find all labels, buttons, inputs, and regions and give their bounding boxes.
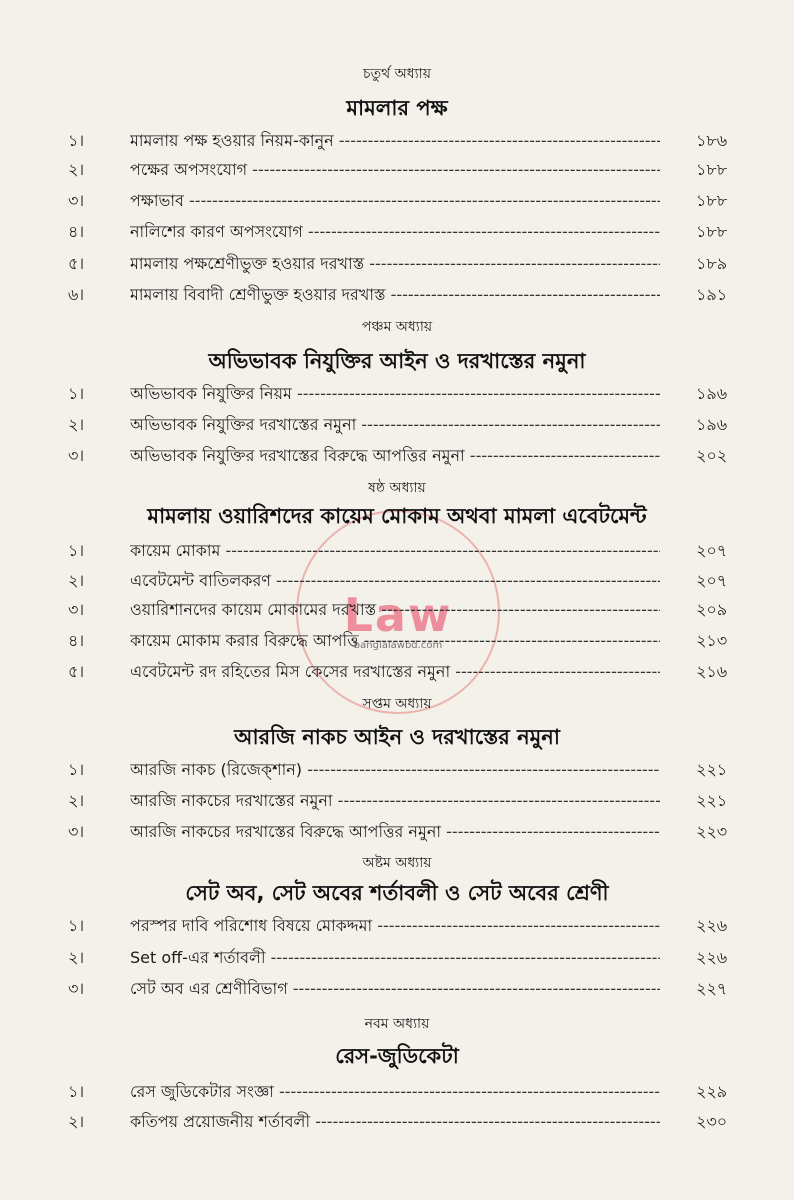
- toc-entry: [0, 443, 794, 469]
- toc-entry: [0, 913, 794, 939]
- toc-entry: [0, 597, 794, 623]
- entry-number: ৪।: [68, 631, 85, 650]
- entry-page-number: ২২৯: [696, 1082, 728, 1101]
- toc-entry: [0, 1079, 794, 1105]
- entry-title: আরজি নাকচের দরখাস্তের নমুনা -----: [130, 788, 660, 815]
- toc-entry: [0, 128, 794, 154]
- entry-title: সেট অব এর শ্রেণীবিভাগ -----: [130, 976, 660, 1003]
- entry-title: নালিশের কারণ অপসংযোগ -----: [130, 219, 660, 246]
- entry-title: কায়েম মোকাম করার বিরুদ্ধে আপত্তি -----: [130, 628, 660, 655]
- entry-page-number: ২০৯: [696, 600, 728, 619]
- entry-page-number: ১৮৮: [696, 191, 728, 210]
- entry-number: ৫।: [68, 662, 85, 681]
- entry-page-number: ১৮৯: [696, 254, 728, 273]
- entry-number: ২।: [68, 571, 85, 590]
- entry-title: আরজি নাকচের দরখাস্তের বিরুদ্ধে আপত্তির নমুনা -----: [130, 819, 660, 846]
- chapter-title: আরজি নাকচ আইন ও দরখাস্তের নমুনা: [234, 725, 560, 749]
- watermark-brand: Law: [343, 588, 453, 642]
- toc-entry: [0, 1109, 794, 1135]
- entry-number: ২।: [68, 415, 85, 434]
- entry-title: অভিভাবক নিযুক্তির দরখাস্তের বিরুদ্ধে আপত্তির নমুনা -----: [130, 443, 660, 470]
- entry-number: ৫।: [68, 254, 85, 273]
- chapter-label: ষষ্ঠ অধ্যায়: [368, 480, 426, 496]
- entry-number: ১।: [68, 1082, 85, 1101]
- toc-entry: [0, 659, 794, 685]
- toc-entry: [0, 788, 794, 814]
- entry-title: আরজি নাকচ (রিজেক্‌শান) -----: [130, 757, 660, 784]
- entry-number: ১।: [68, 131, 85, 150]
- toc-entry: [0, 412, 794, 438]
- entry-page-number: ২২৭: [696, 979, 728, 998]
- entry-page-number: ২২৬: [696, 948, 728, 967]
- entry-title: পরস্পর দাবি পরিশোধ বিষয়ে মোকদ্দমা -----: [130, 913, 660, 940]
- toc-entry: [0, 628, 794, 654]
- entry-title: মামলায় পক্ষ হওয়ার নিয়ম-কানুন -----: [130, 128, 660, 155]
- toc-entry: [0, 819, 794, 845]
- chapter-label: নবম অধ্যায়: [364, 1016, 430, 1032]
- entry-number: ৩।: [68, 822, 85, 841]
- entry-number: ১।: [68, 916, 85, 935]
- entry-page-number: ২০২: [696, 446, 728, 465]
- watermark-url: banglalawbd.com: [353, 640, 443, 651]
- toc-entry: [0, 157, 794, 183]
- entry-title: Set off-এর শর্তাবলী -----: [130, 945, 660, 972]
- entry-page-number: ২২৬: [696, 916, 728, 935]
- entry-title: পক্ষাভাব -----: [130, 188, 660, 215]
- toc-entry: [0, 945, 794, 971]
- toc-entry: [0, 538, 794, 564]
- entry-number: ৬।: [68, 285, 85, 304]
- entry-title: ওয়ারিশানদের কায়েম মোকামের দরখাস্ত -----: [130, 597, 660, 624]
- entry-number: ৩।: [68, 979, 85, 998]
- entry-page-number: ১৮৬: [696, 131, 728, 150]
- chapter-title: মামলার পক্ষ: [346, 96, 448, 120]
- entry-number: ৩।: [68, 446, 85, 465]
- chapter-label: সপ্তম অধ্যায়: [362, 696, 432, 712]
- entry-number: ১।: [68, 541, 85, 560]
- entry-number: ৪।: [68, 222, 85, 241]
- entry-title: মামলায় পক্ষশ্রেণীভুক্ত হওয়ার দরখাস্ত -----: [130, 251, 660, 278]
- entry-number: ১।: [68, 384, 85, 403]
- entry-title: কতিপয় প্রয়োজনীয় শর্তাবলী -----: [130, 1109, 660, 1136]
- chapter-label: চতুর্থ অধ্যায়: [363, 66, 431, 82]
- entry-page-number: ২১৬: [696, 662, 728, 681]
- chapter-title: রেস-জুডিকেটা: [335, 1044, 459, 1068]
- chapter-title: মামলায় ওয়ারিশদের কায়েম মোকাম অথবা মামলা এবেটমেন্ট: [147, 504, 647, 528]
- toc-entry: [0, 282, 794, 308]
- entry-number: ১।: [68, 760, 85, 779]
- toc-entry: [0, 381, 794, 407]
- toc-entry: [0, 757, 794, 783]
- entry-page-number: ১৯১: [696, 285, 728, 304]
- entry-page-number: ১৯৬: [696, 415, 728, 434]
- chapter-title: সেট অব, সেট অবের শর্তাবলী ও সেট অবের শ্রেণী: [185, 881, 609, 905]
- entry-number: ৩।: [68, 191, 85, 210]
- entry-number: ২।: [68, 948, 85, 967]
- entry-page-number: ১৮৮: [696, 160, 728, 179]
- entry-page-number: ২০৭: [696, 541, 728, 560]
- entry-title: অভিভাবক নিযুক্তির নিয়ম -----: [130, 381, 660, 408]
- toc-entry: [0, 976, 794, 1002]
- entry-number: ৩।: [68, 600, 85, 619]
- entry-number: ২।: [68, 791, 85, 810]
- entry-page-number: ১৯৬: [696, 384, 728, 403]
- toc-entry: [0, 251, 794, 277]
- entry-page-number: ২২১: [696, 791, 728, 810]
- entry-title: রেস জুডিকেটার সংজ্ঞা -----: [130, 1079, 660, 1106]
- toc-entry: [0, 188, 794, 214]
- entry-title: কায়েম মোকাম -----: [130, 538, 660, 565]
- entry-title: মামলায় বিবাদী শ্রেণীভুক্ত হওয়ার দরখাস্ত -----: [130, 282, 660, 309]
- entry-page-number: ২০৭: [696, 571, 728, 590]
- entry-number: ২।: [68, 1112, 85, 1131]
- chapter-label: পঞ্চম অধ্যায়: [361, 319, 433, 335]
- entry-page-number: ১৮৮: [696, 222, 728, 241]
- entry-page-number: ২৩০: [696, 1112, 728, 1131]
- entry-title: অভিভাবক নিযুক্তির দরখাস্তের নমুনা -----: [130, 412, 660, 439]
- chapter-title: অভিভাবক নিযুক্তির আইন ও দরখাস্তের নমুনা: [208, 349, 586, 373]
- chapter-label: অষ্টম অধ্যায়: [362, 855, 432, 871]
- toc-entry: [0, 219, 794, 245]
- entry-title: এবেটমেন্ট বাতিলকরণ -----: [130, 568, 660, 595]
- entry-page-number: ২১৩: [696, 631, 728, 650]
- entry-title: এবেটমেন্ট রদ রহিতের মিস কেসের দরখাস্তের নমুনা -----: [130, 659, 660, 686]
- entry-page-number: ২২১: [696, 760, 728, 779]
- entry-page-number: ২২৩: [696, 822, 728, 841]
- entry-number: ২।: [68, 160, 85, 179]
- toc-entry: [0, 568, 794, 594]
- entry-title: পক্ষের অপসংযোগ -----: [130, 157, 660, 184]
